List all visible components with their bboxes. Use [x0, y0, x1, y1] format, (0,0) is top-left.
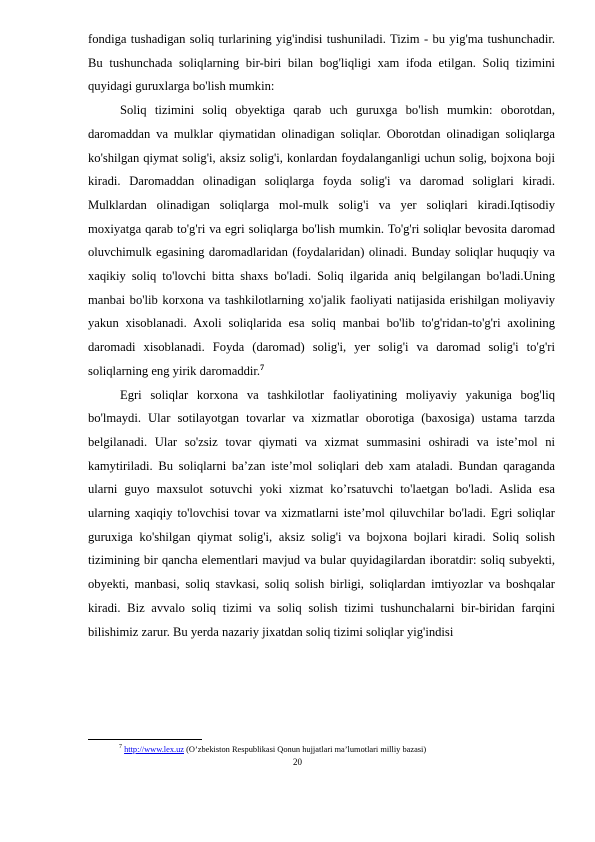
footnote — [119, 744, 426, 755]
body-text — [88, 28, 555, 644]
footnote-number: 7 — [119, 744, 122, 751]
page-number: 20 — [293, 757, 302, 767]
footnote-link[interactable]: http://www.lex.uz — [124, 745, 185, 754]
paragraph-2 — [88, 99, 555, 383]
paragraph-2-text: Soliq tizimini soliq obyektiga qarab uch guruxga bo'lish mumkin: oborotdan, daromaddan va mulklar qiymatidan olinadigan soliqlar. Oborotdan olinadigan soliqlarga ko'shilgan qiymat solig'i, aksiz solig'i, konlardan foydalanganligi uchun solig, bojxona boji kiradi. Daromaddan olinadigan soliqlarga foyda solig'i va daromad soliglari kiradi. Mulklardan olinadigan soliqlarga mol-mulk solig'i va yer soliqlari kiradi.Iqtisodiy moxiyatga qarab to'g'ri va egri soliqlarga bo'lish mumkin. To'g'ri soliqlar bevosita daromad oluvchimulk egasining daromadlaridan (foydalaridan) olinadi. Bunday soliqlar huquqiy va xaqikiy soliq to'lovchi bitta shaxs bo'ladi. Soliq ilgarida aniq belgilangan bo'ladi.Uning manbai bo'lib korxona va tashkilotlarning xo'jalik faoliyati natijasida erishilgan moliyaviy yakun xisoblanadi. Axoli soliqlarida esa soliq manbai bo'lib to'g'ridan-to'g'ri axolining daromadi xisoblanadi. Foyda (daromad) solig'i, yer solig'i va daromad solig'i to'g'ri soliqlarning eng yirik daromaddir. — [88, 103, 555, 378]
paragraph-1: fondiga tushadigan soliq turlarining yig'indisi tushuniladi. Tizim - bu yig'ma tushunchadir. Bu tushunchada soliqlarning bir-biri bilan bog'liqligi xam ifoda etilgan. Soliq tizimini quyidagi guruxlarga bo'lish mumkin: — [88, 32, 555, 94]
footnote-text: (O’zbekiston Respublikasi Qonun hujjatlari ma’lumotlari milliy bazasi) — [184, 745, 427, 754]
footnote-separator — [88, 739, 202, 740]
paragraph-3: Egri soliqlar korxona va tashkilotlar faoliyatining moliyaviy yakuniga bog'liq bo'lmaydi. Ular sotilayotgan tovarlar va xizmatlar oborotiga (baxosiga) ustama tarzda belgilanadi. Ular so'zsiz tovar qiymati va xizmat summasini oshiradi va iste’mol ni kamytiriladi. Bu soliqlarni ba’zan iste’mol soliqlari deb xam ataladi. Bundan qaraganda ularni guyo maxsulot sotuvchi yoki xizmat ko’rsatuvchi to'laetgan bo'ladi. Aslida esa ularning xaqiqiy to'lovchisi tovar va xizmatlarni iste’mol qiluvchilar bo'ladi. Egri soliqlar guruxiga ko'shilgan qiymat solig'i, aksiz solig'i va bojxona bojlari kiradi. Soliq solish tizimining bir qancha elementlari mavjud va bular quyidagilardan iboratdir: soliq subyekti, obyekti, manbasi, soliq stavkasi, soliq solish birligi, soliqlardan imtiyozlar va boshqalar kiradi. Biz avvalo soliq tizimi va soliq solish tizimi tushunchalarni bir-biridan farqini bilishimiz zarur. Bu yerda nazariy jixatdan soliq tizimi soliqlar yig'indisi — [88, 387, 555, 639]
footnote-reference[interactable]: 7 — [260, 362, 265, 372]
